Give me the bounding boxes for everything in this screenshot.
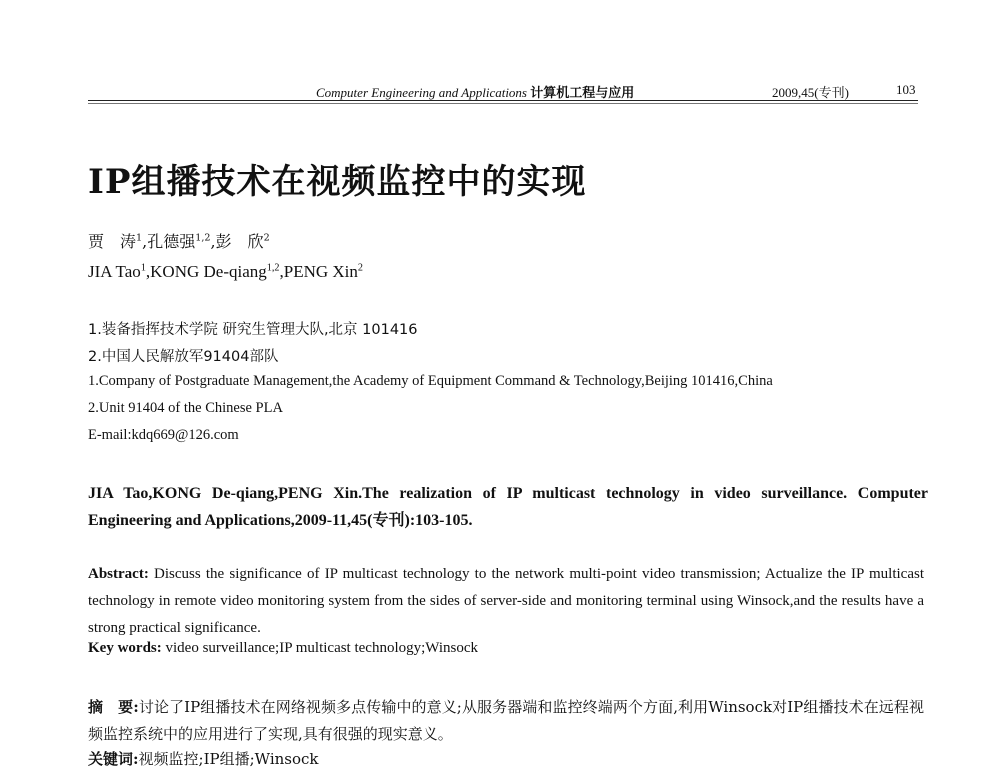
keywords-cn-label: 关键词: [88, 750, 139, 768]
author-2-cn-sup: 1,2 [195, 232, 211, 244]
journal-name-cn: 计算机工程与应用 [530, 86, 635, 101]
keywords-en [88, 640, 478, 657]
keywords-cn [88, 748, 319, 769]
author-1-cn: 贾 涛 [88, 232, 137, 251]
affiliation-2-cn: 2.中国人民解放军91404部队 [88, 349, 279, 365]
author-3-cn-sup: 2 [263, 232, 270, 244]
abstract-en [88, 561, 924, 642]
journal-name-en: Computer Engineering and Applications [316, 85, 527, 100]
abstract-label: Abstract: [88, 566, 149, 582]
author-3-cn: 彭 欣 [215, 232, 264, 251]
abstract-cn [88, 694, 924, 748]
keywords-cn-text: 视频监控;IP组播;Winsock [138, 750, 319, 768]
citation: JIA Tao,KONG De-qiang,PENG Xin.The realization of IP multicast technology in video surveillance. Computer Engineering and Applications,2009-11,45(专刊):103-105. [88, 485, 928, 529]
author-1-en-sup: 1 [140, 262, 146, 274]
abstract-cn-label: 摘 要: [88, 698, 139, 716]
authors-en: JIA Tao$^1$,KONG De-qiang$^{1,2}$,PENG Xin$^2$ [88, 262, 363, 281]
affiliation-1-en: 1.Company of Postgraduate Management,the Academy of Equipment Command & Technology,Beijing 101416,China [88, 373, 773, 389]
author-email: E-mail:kdq669@126.com [88, 427, 239, 443]
author-3-en-sup: 2 [357, 262, 363, 274]
page-number: 103 [896, 82, 916, 97]
keywords-text: video surveillance;IP multicast technology;Winsock [161, 640, 479, 656]
author-2-en-sup: 1,2 [266, 262, 280, 274]
author-1-en: JIA Tao [88, 262, 141, 281]
authors-cn: 贾 涛$^1$,孔德强$^{1,2}$,彭 欣$^2$ [88, 232, 270, 251]
keywords-label: Key words: [88, 640, 162, 656]
author-1-cn-sup: 1 [136, 232, 143, 244]
author-3-en: PENG Xin [283, 262, 358, 281]
affiliation-1-cn: 1.装备指挥技术学院 研究生管理大队,北京 101416 [88, 322, 418, 338]
author-2-en: KONG De-qiang [150, 262, 267, 281]
issue-info: 2009,45(专刊) [772, 85, 849, 100]
running-header-journal [316, 82, 634, 101]
abstract-cn-text: 讨论了IP组播技术在网络视频多点传输中的意义;从服务器端和监控终端两个方面,利用Winsock对IP组播技术在远程视频监控系统中的应用进行了实现,具有很强的现实意义。 [88, 698, 924, 743]
header-rule-thin [88, 103, 918, 104]
header-rule [88, 100, 918, 101]
affiliation-2-en: 2.Unit 91404 of the Chinese PLA [88, 400, 283, 416]
author-2-cn: 孔德强 [147, 232, 196, 251]
paper-title: IP组播技术在视频监控中的实现 [88, 162, 587, 202]
abstract-text: Discuss the significance of IP multicast technology to the network multi-point video transmission; Actualize the IP multicast technology in remote video monitoring system from the sides of server-side and monitoring terminal using Winsock,and the results have a strong practical significance. [88, 566, 924, 636]
